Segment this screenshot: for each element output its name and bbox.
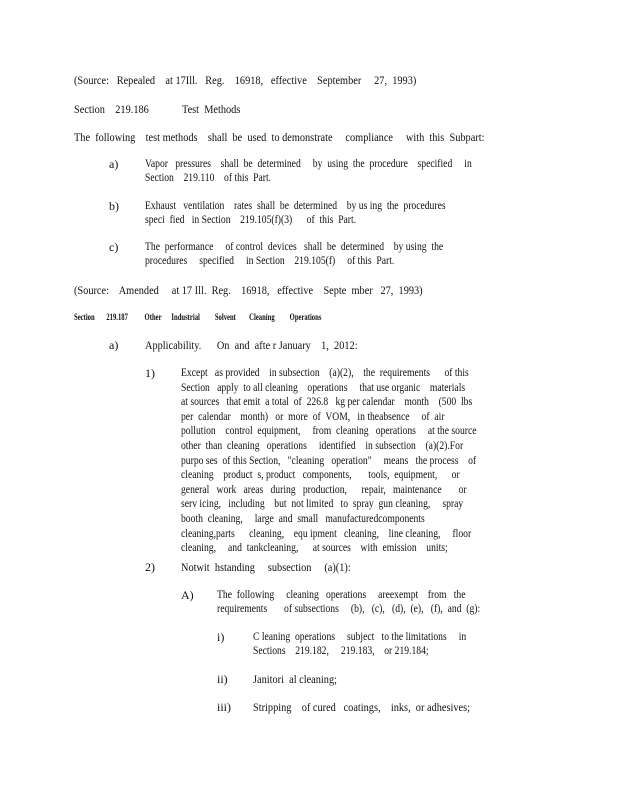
- section-187-heading: Section 219.187 Other Industrial Solvent Cleaning Operations: [74, 313, 322, 323]
- subparagraph-label-A: A): [181, 588, 194, 602]
- item-label-a: a): [109, 157, 119, 171]
- paragraph-text-1: Except as provided in subsection (a)(2), the requirements of this Section apply to all cleaning operations that use organic materials at sources that emit a total of 226.8 kg per calendar month (500 lbs per calendar month) or more of VOM, in theabsence of air pollution control equipment, from cleaning operations at the source other than cleaning operations identified in subsection (a)(2).For purpo ses of this Section, "cleaning operation" means the process of cleaning product s, product components, tools, equipment, or general work areas during production, repair, maintenance or serv icing, including but not limited to spray gun cleaning, spray booth cleaning, large and small manufacturedcomponents cleaning,parts cleaning, equ ipment cleaning, line cleaning, floor cleaning, and tankcleaning, at sources with emission units;: [181, 367, 477, 555]
- section-186-title: Test Methods: [182, 102, 241, 116]
- item-text-b: Exhaust ventilation rates shall be determined by us ing the procedures speci fied in Section 219.105(f)(3) of this Part.: [145, 200, 446, 227]
- section-186-number: Section 219.186: [74, 102, 149, 116]
- source-note-repealed: (Source: Repealed at 17Ill. Reg. 16918, effective September 27, 1993): [74, 73, 417, 87]
- sub-item-label-i: i): [217, 630, 225, 644]
- item-label-b: b): [109, 199, 119, 213]
- section-186-intro: The following test methods shall be used to demonstrate compliance with this Subpart:: [74, 130, 485, 144]
- source-note-amended: (Source: Amended at 17 Ill. Reg. 16918, effective Septe mber 27, 1993): [74, 283, 423, 297]
- paragraph-text-2: Notwit hstanding subsection (a)(1):: [181, 560, 351, 574]
- applicability-text: Applicability. On and afte r January 1, 2012:: [145, 338, 358, 352]
- paragraph-label-2: 2): [145, 560, 155, 574]
- subparagraph-text-A: The following cleaning operations areexempt from the requirements of subsections (b), (c), (d), (e), (f), and (g):: [217, 589, 481, 616]
- item-text-c: The performance of control devices shall be determined by using the procedures specified in Section 219.105(f) of this Part.: [145, 241, 444, 268]
- sub-item-text-iii: Stripping of cured coatings, inks, or adhesives;: [253, 700, 470, 714]
- paragraph-label-1: 1): [145, 366, 155, 380]
- item-label-c: c): [109, 240, 119, 254]
- applicability-label: a): [109, 338, 119, 352]
- sub-item-label-iii: iii): [217, 700, 231, 714]
- item-text-a: Vapor pressures shall be determined by using the procedure specified in Section 219.110 of this Part.: [145, 158, 472, 185]
- sub-item-label-ii: ii): [217, 672, 228, 686]
- sub-item-text-i: C leaning operations subject to the limitations in Sections 219.182, 219.183, or 219.184;: [253, 631, 467, 658]
- sub-item-text-ii: Janitori al cleaning;: [253, 672, 337, 686]
